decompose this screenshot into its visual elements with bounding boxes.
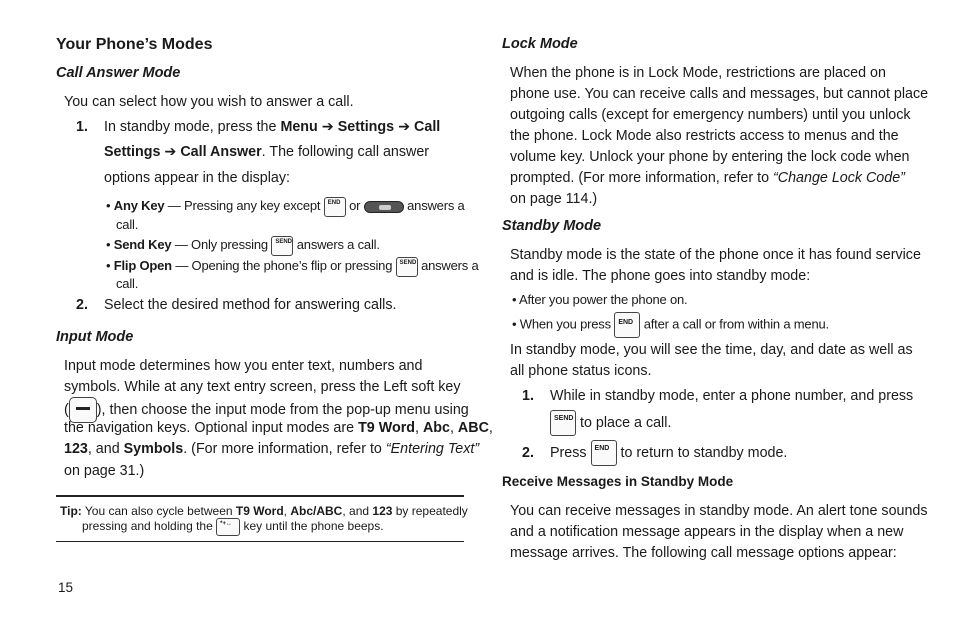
standby-bullet-2: • When you press END after a call or from within a menu.: [512, 312, 829, 338]
standby-bullet-1: • After you power the phone on.: [512, 292, 688, 307]
input-mode-line-6: on page 31.): [64, 463, 145, 479]
bullet-flip-open-line-2: call.: [116, 276, 139, 291]
standby-mode-heading: Standby Mode: [502, 218, 602, 234]
lock-mode-line-6: prompted. (For more information, refer to “Change Lock Code”: [510, 170, 905, 186]
page-title: Your Phone’s Modes: [56, 36, 213, 53]
end-key-icon: END: [591, 440, 617, 466]
call-answer-step-1-line-2: Settings ➔ Call Answer. The following call answer: [104, 144, 430, 160]
star-key-icon: *+↔: [216, 518, 240, 536]
input-mode-line-5: 123, and Symbols. (For more information, refer to “Entering Text”: [64, 441, 480, 457]
lock-mode-line-3: outgoing calls (except for emergency numbers) until you unlock: [510, 107, 911, 123]
lock-mode-line-1: When the phone is in Lock Mode, restrictions are placed on: [510, 65, 886, 81]
standby-line-2: and is idle. The phone goes into standby mode:: [510, 268, 811, 284]
lock-mode-line-2: phone use. You can receive calls and messages, but cannot place: [510, 86, 929, 102]
input-mode-heading: Input Mode: [56, 329, 134, 345]
lock-mode-line-4: the phone. Lock Mode also restricts access to menus and the: [510, 128, 899, 144]
standby-line-1: Standby mode is the state of the phone once it has found service: [510, 247, 921, 263]
bullet-flip-open: • Flip Open — Opening the phone’s flip or pressing SEND answers a: [106, 256, 479, 277]
call-answer-heading: Call Answer Mode: [56, 65, 181, 81]
receive-messages-heading: Receive Messages in Standby Mode: [502, 474, 734, 489]
bullet-send-key: • Send Key — Only pressing SEND answers a call.: [106, 235, 380, 256]
send-key-icon: SEND: [271, 236, 293, 256]
receive-line-3: message arrives. The following call message options appear:: [510, 545, 897, 561]
call-answer-step-1-line-3: options appear in the display:: [104, 170, 290, 186]
tip-bottom-rule: [56, 541, 464, 542]
standby-step-2: 2. Press END to return to standby mode.: [522, 440, 787, 466]
bullet-any-key-line-2: call.: [116, 217, 139, 232]
input-mode-line-2: symbols. While at any text entry screen, press the Left soft key: [64, 379, 461, 395]
standby-para-2-line-1: In standby mode, you will see the time, day, and date as well as: [510, 342, 913, 358]
navigation-key-icon: [364, 201, 404, 213]
lock-mode-heading: Lock Mode: [502, 36, 578, 52]
receive-line-1: You can receive messages in standby mode. An alert tone sounds: [510, 503, 928, 519]
send-key-icon: SEND: [550, 410, 576, 436]
tip-top-rule: [56, 495, 464, 497]
input-mode-line-1: Input mode determines how you enter text, numbers and: [64, 358, 423, 374]
tip-line-1: Tip: You can also cycle between T9 Word, Abc/ABC, and 123 by repeatedly: [60, 504, 468, 518]
standby-para-2-line-2: all phone status icons.: [510, 363, 652, 379]
page-number: 15: [58, 580, 74, 595]
standby-step-1-line-2: SEND to place a call.: [550, 410, 671, 436]
send-key-icon: SEND: [396, 257, 418, 277]
input-mode-line-3: ( ), then choose the input mode from the pop-up menu using: [64, 397, 469, 423]
end-key-icon: END: [614, 312, 640, 338]
lock-mode-line-7: on page 114.): [510, 191, 598, 207]
call-answer-step-1: 1. In standby mode, press the Menu ➔ Settings ➔ Call: [76, 119, 441, 135]
call-answer-intro: You can select how you wish to answer a call.: [64, 94, 354, 110]
receive-line-2: and a notification message appears in the display when a new: [510, 524, 904, 540]
input-mode-line-4: the navigation keys. Optional input modes are T9 Word, Abc, ABC,: [64, 420, 493, 436]
call-answer-step-2: 2. Select the desired method for answering calls.: [76, 297, 397, 313]
end-key-icon: END: [324, 197, 346, 217]
bullet-any-key: • Any Key — Pressing any key except END or answers a: [106, 196, 465, 217]
standby-step-1: 1. While in standby mode, enter a phone number, and press: [522, 388, 914, 404]
lock-mode-line-5: volume key. Unlock your phone by entering the lock code when: [510, 149, 910, 165]
tip-line-2: pressing and holding the *+↔ key until the phone beeps.: [82, 518, 384, 536]
